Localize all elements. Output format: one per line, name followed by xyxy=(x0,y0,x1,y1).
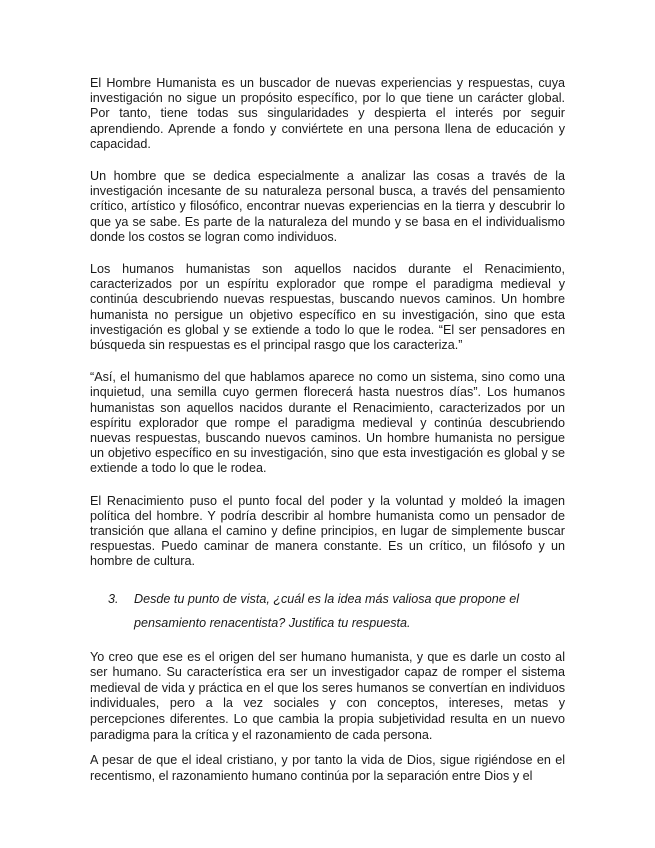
answer-paragraph-2: A pesar de que el ideal cristiano, y por tanto la vida de Dios, sigue rigiéndose en el recentismo, el razonamiento humano continúa por la separación entre Dios y el xyxy=(90,753,565,783)
paragraph-2: Un hombre que se dedica especialmente a analizar las cosas a través de la investigación incesante de su naturaleza personal busca, a través del pensamiento crítico, artístico y filosófico, encontrar nuevas experiencias en la tierra y descubrir lo que ya se sabe. Es parte de la naturaleza del mundo y se basa en el individualismo donde los costos se logran como individuos. xyxy=(90,169,565,244)
question-text: Desde tu punto de vista, ¿cuál es la idea más valiosa que propone el pensamiento renacentista? Justifica tu respuesta. xyxy=(134,591,520,630)
paragraph-3: Los humanos humanistas son aquellos nacidos durante el Renacimiento, caracterizados por un espíritu explorador que rompe el paradigma medieval y continúa descubriendo nuevas respuestas, buscando nuevos caminos. Un hombre humanista no persigue un objetivo específico en su investigación, sino que esta investigación es global y se extiende a todo lo que le rodea. “El ser pensadores en búsqueda sin respuestas es el principal rasgo que los caracteriza.” xyxy=(90,262,565,353)
question-3 xyxy=(90,587,565,635)
paragraph-4: “Así, el humanismo del que hablamos aparece no como un sistema, sino como una inquietud, una semilla cuyo germen florecerá hasta nuestros días”. Los humanos humanistas son aquellos nacidos durante el Renacimiento, caracterizados por un espíritu explorador que rompe el paradigma medieval y continúa descubriendo nuevas respuestas, buscando nuevos caminos. Un hombre humanista no persigue un objetivo específico en su investigación, sino que esta investigación es global y se extiende a todo lo que le rodea. xyxy=(90,370,565,476)
paragraph-1: El Hombre Humanista es un buscador de nuevas experiencias y respuestas, cuya investigación no sigue un propósito específico, por lo que tiene un carácter global. Por tanto, tiene todas sus singularidades y despierta el interés por seguir aprendiendo. Aprende a fondo y conviértete en una persona llena de educación y capacidad. xyxy=(90,76,565,151)
paragraph-5: El Renacimiento puso el punto focal del poder y la voluntad y moldeó la imagen política del hombre. Y podría describir al hombre humanista como un pensador de transición que allana el camino y define principios, en lugar de simplemente buscar respuestas. Puedo caminar de manera constante. Es un crítico, un filósofo y un hombre de cultura. xyxy=(90,493,565,569)
question-number: 3. xyxy=(108,591,119,606)
answer-paragraph-1: Yo creo que ese es el origen del ser humano humanista, y que es darle un costo al ser humano. Su característica era ser un investigador capaz de romper el sistema medieval de vida y práctica en el que los seres humanos se convertían en individuos individuales, pero a la vez sociales y con conceptos, intereses, metas y percepciones diferentes. Lo que cambia la propia subjetividad resulta en un nuevo paradigma para la crítica y el razonamiento de cada persona. xyxy=(90,649,565,742)
